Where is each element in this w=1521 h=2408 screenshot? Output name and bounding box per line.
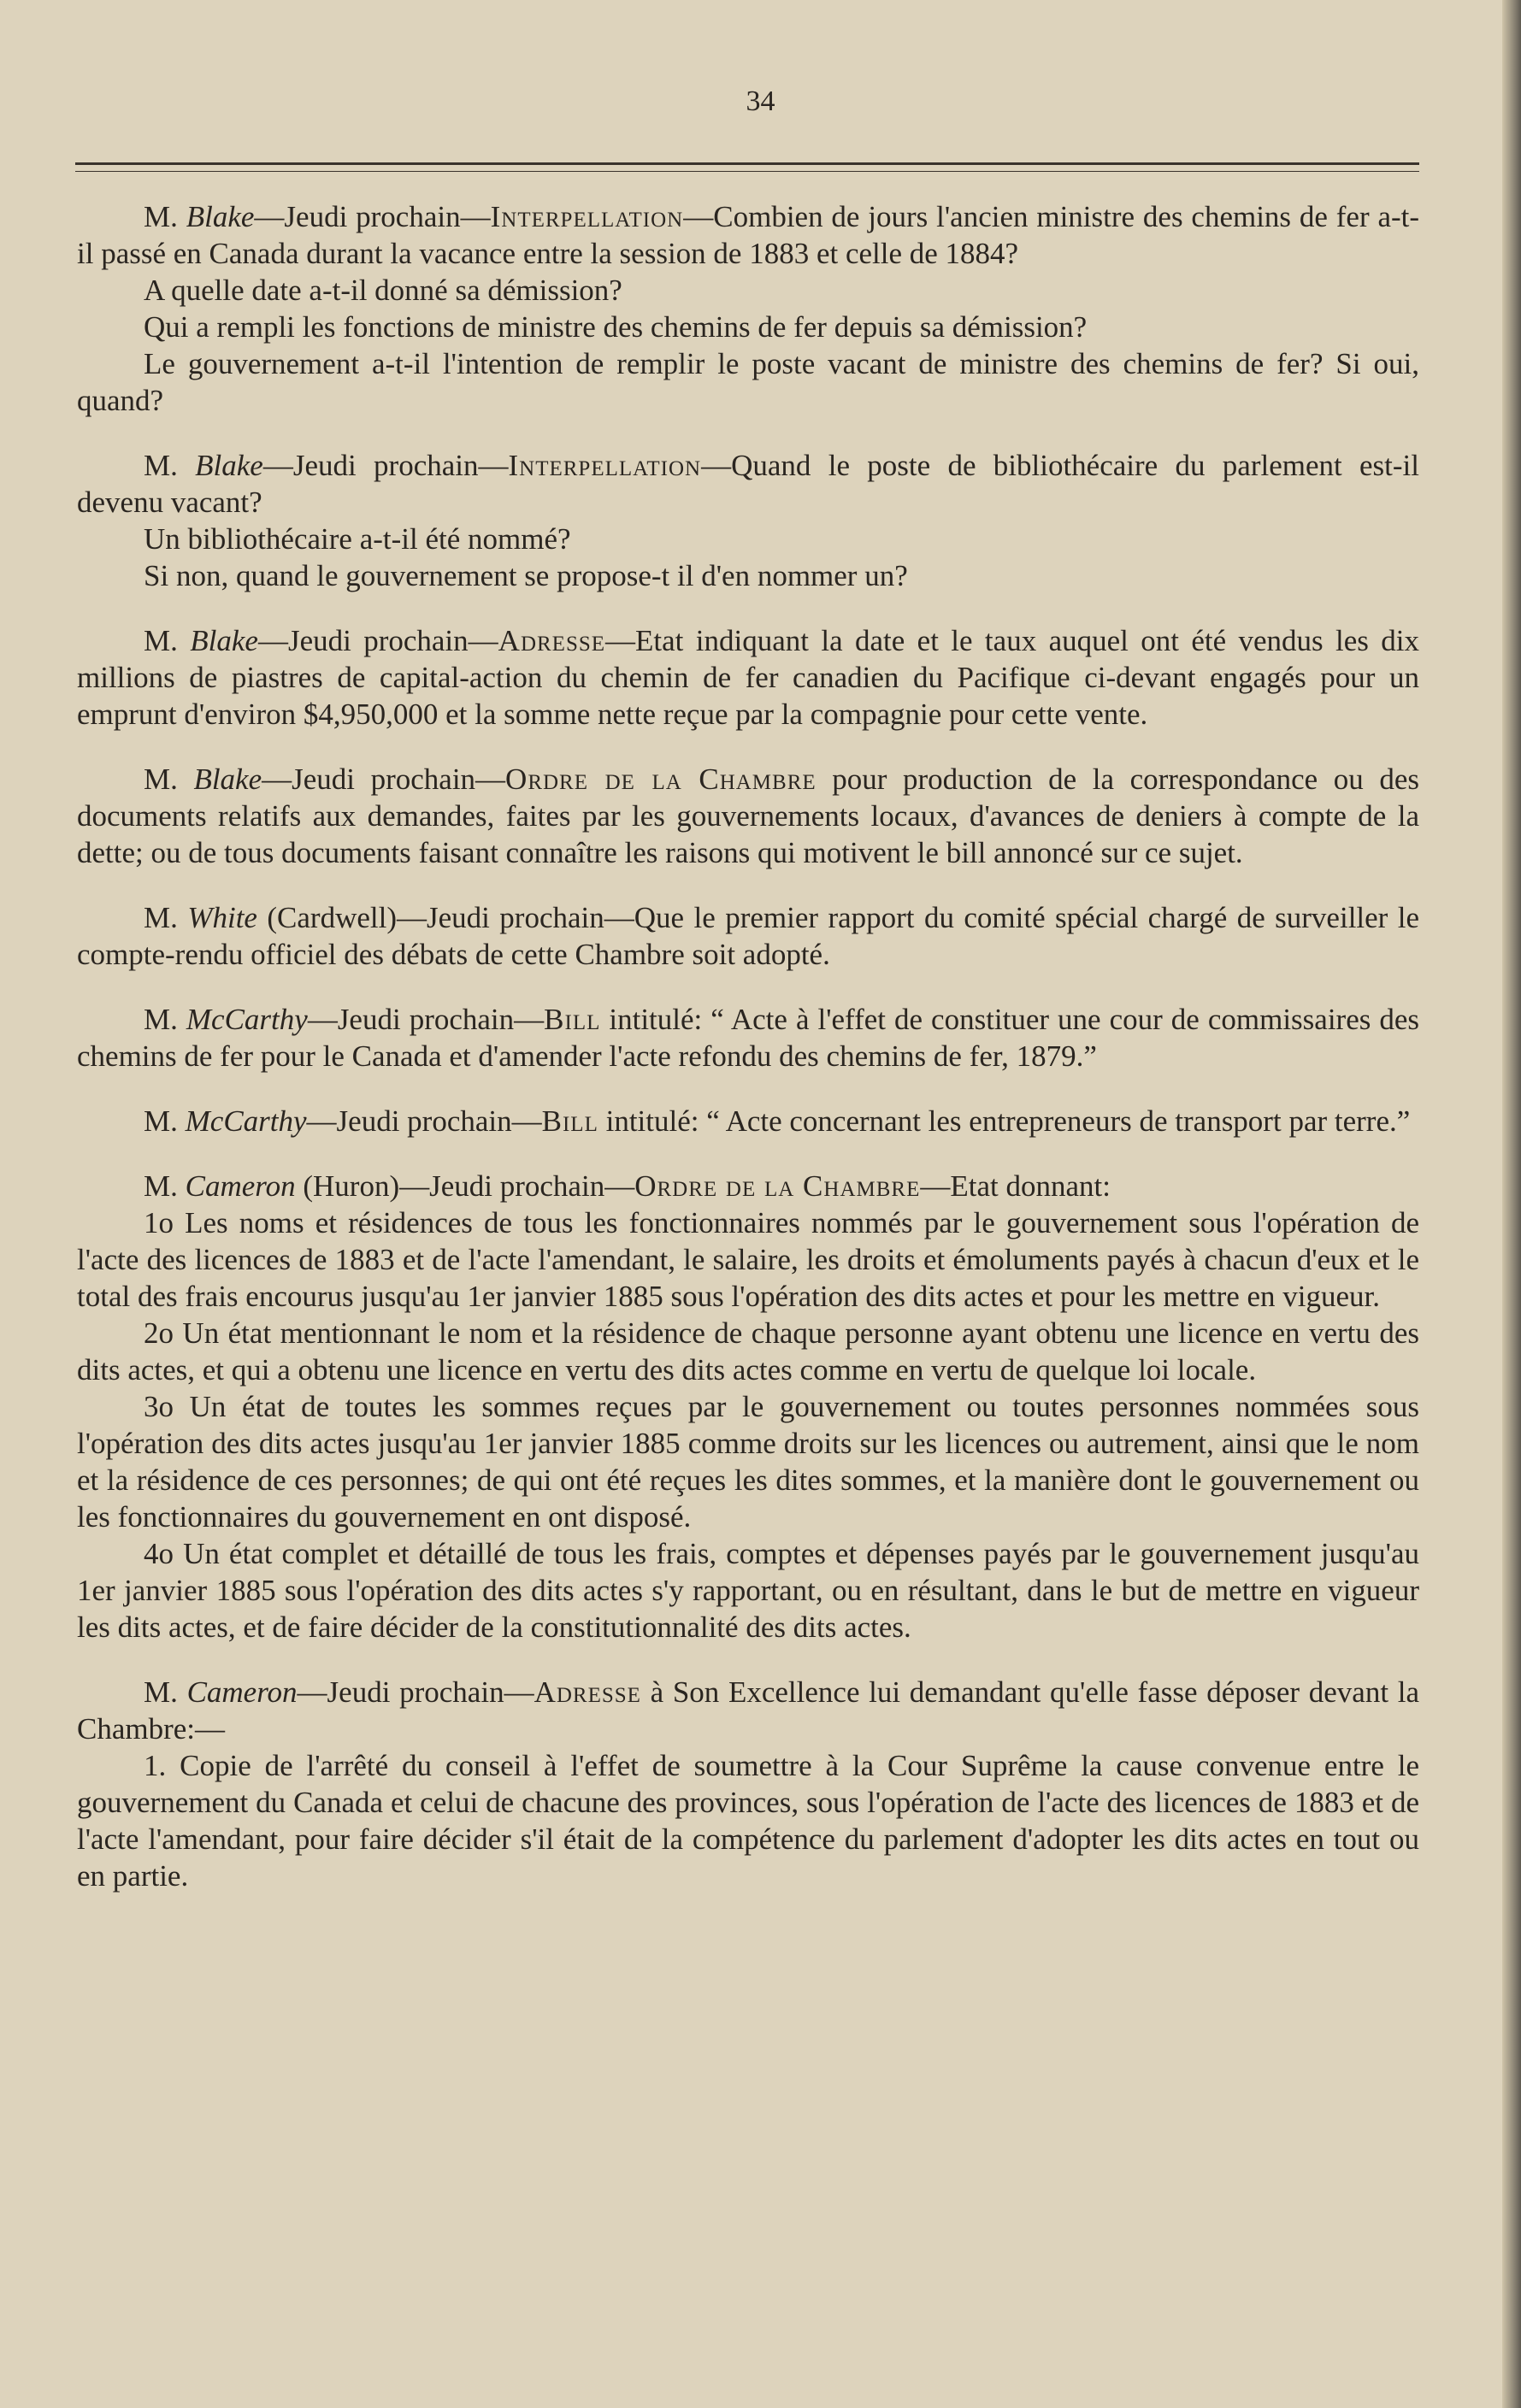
member-name: Blake — [193, 762, 262, 796]
notices-body — [77, 198, 1419, 1922]
member-honorific: M. — [144, 449, 178, 482]
member-honorific: M. — [144, 624, 178, 657]
notice-kind: Adresse — [498, 624, 606, 657]
notice-paragraph: A quelle date a-t-il donné sa démission? — [144, 274, 622, 307]
notice-lead-paragraph — [77, 1168, 1419, 1204]
page-binding-edge — [1502, 0, 1521, 2408]
notice-kind: Ordre de la Chambre — [505, 762, 817, 796]
notice-paragraph: 1o Les noms et résidences de tous les fonctionnaires nommés par le gouvernement sous l'opération de l'acte des licences de 1883 et de l'acte l'amendant, le salaire, les droits et émoluments payés à chacun d'eux et le total des frais encourus jusqu'au 1er janvier 1885 sous l'opération des dits actes et pour les mettre en vigueur. — [77, 1206, 1419, 1313]
notice-kind: Bill — [544, 1003, 601, 1036]
notice-entry — [77, 1103, 1419, 1139]
notice-text: intitulé: “ Acte concernant les entrepreneurs de transport par terre.” — [598, 1104, 1411, 1138]
notice-entry — [77, 761, 1419, 871]
notice-entry — [77, 198, 1419, 419]
notice-day: —Jeudi prochain— — [257, 624, 498, 657]
notice-lead-paragraph — [77, 622, 1419, 733]
notice-lead-paragraph — [77, 761, 1419, 871]
notice-paragraph: 2o Un état mentionnant le nom et la résidence de chaque personne ayant obtenu une licence en vertu des dits actes, et qui a obtenu une licence en vertu des dits actes comme en vertu de quelque loi locale. — [77, 1316, 1419, 1387]
notice-paragraph: Qui a rempli les fonctions de ministre des chemins de fer depuis sa démission? — [144, 310, 1088, 344]
notice-day: —Jeudi prochain— — [262, 449, 509, 482]
member-honorific: M. — [144, 762, 178, 796]
notice-paragraph: Un bibliothécaire a-t-il été nommé? — [144, 522, 571, 556]
member-name: Blake — [186, 200, 255, 233]
member-honorific: M. — [144, 1104, 178, 1138]
notice-entry — [77, 1001, 1419, 1074]
notice-day: —Jeudi prochain— — [254, 200, 491, 233]
notice-text: à Son Excellence lui demandant qu'elle fasse déposer devant la Chambre:— — [77, 1675, 1419, 1746]
notice-entry — [77, 1674, 1419, 1894]
member-honorific: M. — [144, 200, 178, 233]
notice-kind: Interpellation — [490, 200, 684, 233]
member-honorific: M. — [144, 901, 178, 934]
notice-paragraph: Le gouvernement a-t-il l'intention de remplir le poste vacant de ministre des chemins de fer? Si oui, quand? — [77, 347, 1419, 417]
notice-entry — [77, 899, 1419, 973]
member-honorific: M. — [144, 1003, 178, 1036]
notice-day: —Jeudi prochain— — [307, 1003, 545, 1036]
member-name: Cameron — [185, 1169, 296, 1203]
notice-lead-paragraph — [77, 1674, 1419, 1747]
notice-entry — [77, 622, 1419, 733]
member-honorific: M. — [144, 1675, 178, 1709]
notice-kind: Interpellation — [508, 449, 702, 482]
member-honorific: M. — [144, 1169, 178, 1203]
notice-kind: Ordre de la Chambre — [634, 1169, 921, 1203]
notice-paragraph: 1. Copie de l'arrêté du conseil à l'effet de soumettre à la Cour Suprême la cause convenue entre le gouvernement du Canada et celui de chacune des provinces, sous l'opération de l'acte des licences de 1883 et de l'acte l'amendant, pour faire décider s'il était de la compétence du parlement d'adopter les dits actes en tout ou en partie. — [77, 1749, 1419, 1893]
member-name: McCarthy — [185, 1104, 307, 1138]
notice-text: —Quand le poste de bibliothécaire du parlement est-il devenu vacant? — [77, 449, 1420, 519]
notice-text: —Combien de jours l'ancien ministre des chemins de fer a-t-il passé en Canada durant la vacance entre la session de 1883 et celle de 1884? — [77, 200, 1420, 270]
member-riding: (Huron) — [295, 1169, 400, 1203]
notice-day: —Jeudi prochain— — [399, 1169, 635, 1203]
notice-kind: Bill — [541, 1104, 598, 1138]
notice-text: —Etat indiquant la date et le taux auquel ont été vendus les dix millions de piastres de capital-action du chemin de fer canadien du Pacifique ci-devant engagés pour un emprunt d'environ $4,950,000 et la somme nette reçue par la compagnie pour cette vente. — [77, 624, 1420, 731]
notice-day: —Jeudi prochain— — [297, 1675, 534, 1709]
notice-day: —Jeudi prochain— — [262, 762, 506, 796]
notice-text: intitulé: “ Acte à l'effet de constituer une cour de commissaires des chemins de fer pour le Canada et d'amender l'acte refondu des chemins de fer, 1879.” — [77, 1003, 1420, 1073]
notice-day: —Jeudi prochain— — [306, 1104, 542, 1138]
notice-lead-paragraph — [77, 1001, 1419, 1074]
notice-lead-paragraph — [77, 198, 1419, 272]
notice-lead-paragraph — [77, 447, 1419, 521]
member-name: Cameron — [186, 1675, 298, 1709]
notice-day: —Jeudi prochain— — [397, 901, 634, 934]
notice-paragraph: Si non, quand le gouvernement se propose-t il d'en nommer un? — [144, 559, 908, 592]
notice-kind: Adresse — [534, 1675, 641, 1709]
notice-entry — [77, 447, 1419, 594]
notice-text: Que le premier rapport du comité spécial chargé de surveiller le compte-rendu officiel des débats de cette Chambre soit adopté. — [77, 901, 1420, 971]
notice-paragraph: 4o Un état complet et détaillé de tous les frais, comptes et dépenses payés par le gouvernement jusqu'au 1er janvier 1885 sous l'opération des dits actes s'y rapportant, ou en résultant, dans le but de mettre en vigueur les dits actes, et de faire décider de la constitutionnalité des dits actes. — [77, 1537, 1419, 1644]
notice-entry — [77, 1168, 1419, 1646]
header-rule-thin — [75, 171, 1419, 172]
notice-text: —Etat donnant: — [920, 1169, 1111, 1203]
member-name: Blake — [190, 624, 258, 657]
notice-text: pour production de la correspondance ou des documents relatifs aux demandes, faites par les gouvernements locaux, d'avances de deniers à compte de la dette; ou de tous documents faisant connaître les raisons qui motivent le bill annoncé sur ce sujet. — [77, 762, 1420, 869]
notice-lead-paragraph — [77, 899, 1419, 973]
member-name: White — [187, 901, 257, 934]
header-rule-thick — [75, 162, 1419, 165]
member-riding: (Cardwell) — [256, 901, 397, 934]
member-name: Blake — [195, 449, 263, 482]
notice-lead-paragraph — [77, 1103, 1419, 1139]
page-number: 34 — [746, 85, 775, 117]
notice-paragraph: 3o Un état de toutes les sommes reçues par le gouvernement ou toutes personnes nommées sous l'opération des dits actes jusqu'au 1er janvier 1885 comme droits sur les licences ou autrement, ainsi que le nom et la résidence de ces personnes; de qui ont été reçues les dites sommes, et la manière dont le gouvernement ou les fonctionnaires du gouvernement en ont disposé. — [77, 1390, 1419, 1534]
member-name: McCarthy — [186, 1003, 308, 1036]
